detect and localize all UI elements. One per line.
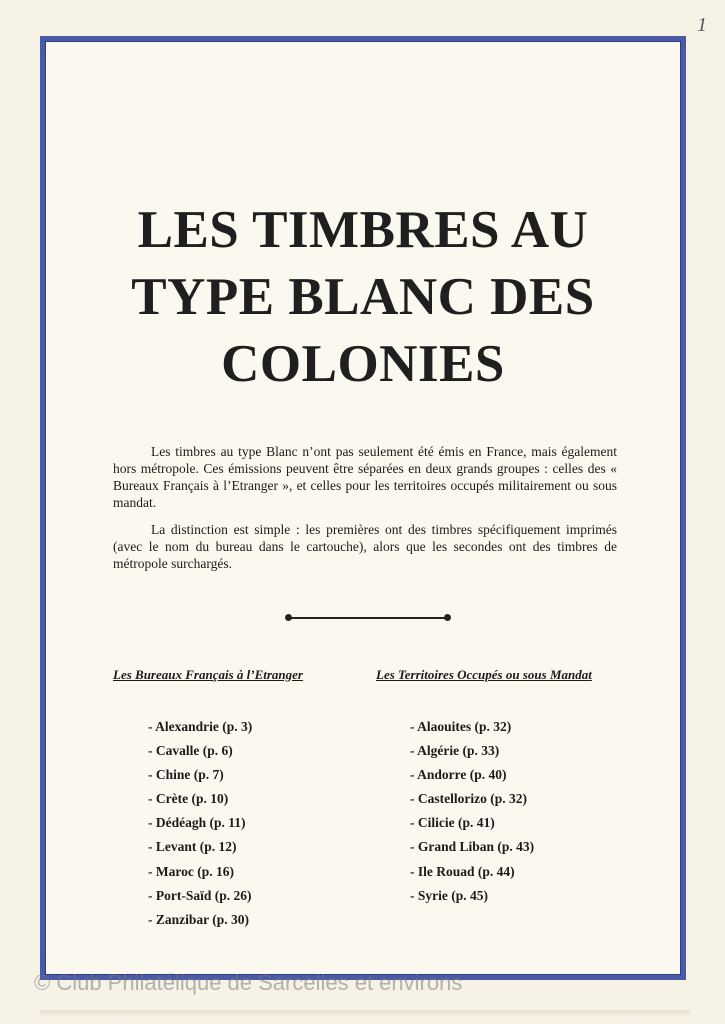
intro-text <box>113 443 617 582</box>
page-frame <box>40 36 686 980</box>
page-edge-shadow <box>40 1010 690 1018</box>
title-line: TYPE BLANC DES <box>131 268 595 326</box>
list-item: - Alaouites (p. 32) <box>410 719 512 734</box>
page-title <box>45 197 681 398</box>
list-item: - Port-Saïd (p. 26) <box>148 887 252 903</box>
list-item: - Zanzibar (p. 30) <box>148 911 250 927</box>
column-heading-bureaux: Les Bureaux Français à l’Etranger <box>113 667 303 682</box>
column-heading-territoires: Les Territoires Occupés ou sous Mandat <box>376 667 592 682</box>
divider-dot-right <box>444 614 451 621</box>
title-line: COLONIES <box>221 335 505 393</box>
divider-line <box>289 617 447 619</box>
list-item: - Andorre (p. 40) <box>410 767 507 783</box>
list-item: - Syrie (p. 45) <box>410 887 488 903</box>
list-item: - Cavalle (p. 6) <box>148 743 233 759</box>
copyright-watermark: © Club Philatélique de Sarcelles et environs <box>34 970 463 995</box>
page-number: 1 <box>697 14 707 36</box>
list-item: - Crète (p. 10) <box>148 791 229 807</box>
list-item: - Castellorizo (p. 32) <box>410 791 527 807</box>
title-line: LES TIMBRES AU <box>137 201 589 259</box>
list-item: - Chine (p. 7) <box>148 767 224 783</box>
list-item: - Alexandrie (p. 3) <box>148 719 253 734</box>
divider-dot-left <box>285 614 292 621</box>
list-item: - Dédéagh (p. 11) <box>148 815 246 831</box>
list-item: - Levant (p. 12) <box>148 839 237 855</box>
list-item: - Maroc (p. 16) <box>148 863 234 879</box>
intro-paragraph: Les timbres au type Blanc n’ont pas seulement été émis en France, mais également hors métropole. Ces émissions peuvent être séparées en deux grands groupes : celles des « Bureaux Français à l’Etranger », et celles pour les territoires occupés militairement ou sous mandat. <box>113 444 617 510</box>
list-item: - Cilicie (p. 41) <box>410 815 495 831</box>
intro-paragraph: La distinction est simple : les premières ont des timbres spécifiquement imprimés (avec le nom du bureau dans le cartouche), alors que les secondes ont des timbres de métropole surchargés. <box>113 522 617 571</box>
ornamental-divider <box>285 613 451 623</box>
list-item: - Grand Liban (p. 43) <box>410 839 535 855</box>
list-item: - Ile Rouad (p. 44) <box>410 863 515 879</box>
bureaux-list <box>148 715 252 932</box>
territoires-list <box>410 715 534 908</box>
list-item: - Algérie (p. 33) <box>410 743 500 759</box>
